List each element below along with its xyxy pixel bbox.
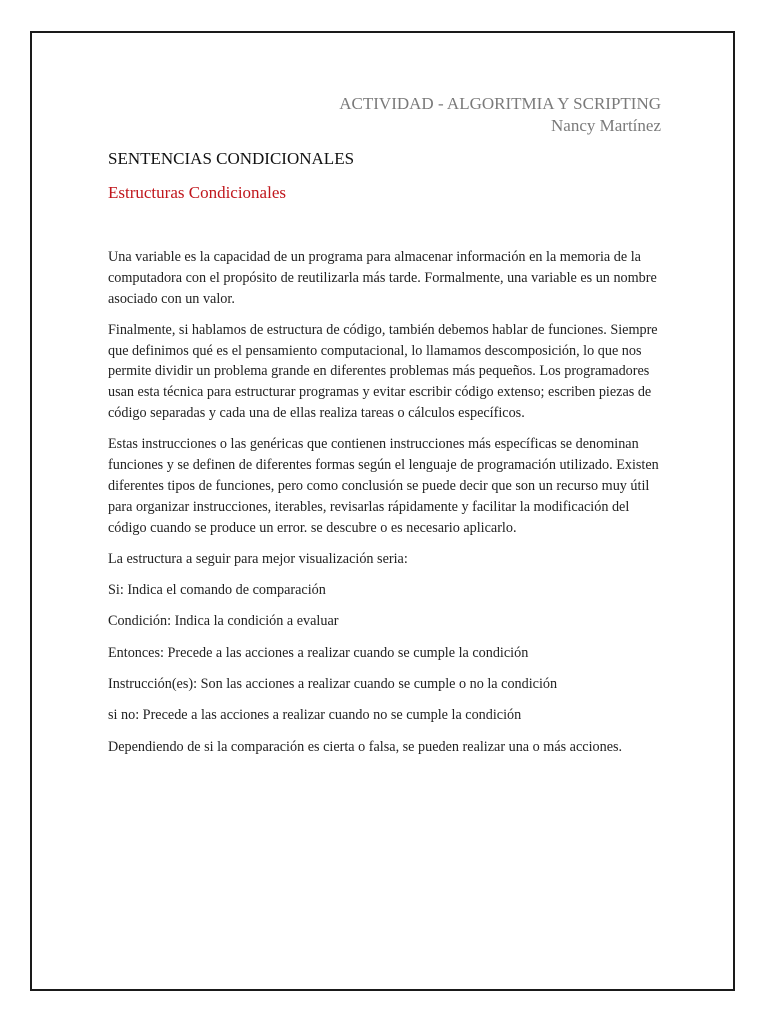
structure-item-instrucciones: Instrucción(es): Son las acciones a realizar cuando se cumple o no la condición: [108, 676, 558, 693]
structure-item-entonces: Entonces: Precede a las acciones a realizar cuando se cumple la condición: [108, 644, 529, 661]
subtitle: Estructuras Condicionales: [108, 183, 286, 202]
structure-item-si: Si: Indica el comando de comparación: [108, 582, 326, 599]
activity-title: ACTIVIDAD - ALGORITMIA Y SCRIPTING: [339, 94, 661, 113]
paragraph-instructions: Estas instrucciones o las genéricas que contienen instrucciones más específicas se denominan funciones y se definen de diferentes formas según el lenguaje de programación utilizado. Existen diferentes tipos de funciones, pero como conclusión se puede decir que son un recurso muy útil para organizar instrucciones, iterables, revisarlas rápidamente y facilitar la modificación del código cuando se produce un error. se descubre o es necesario aplicarlo.: [108, 436, 659, 536]
structure-item-si-no: si no: Precede a las acciones a realizar cuando no se cumple la condición: [108, 707, 522, 724]
author-name: Nancy Martínez: [551, 116, 661, 135]
structure-item-condicion: Condición: Indica la condición a evaluar: [108, 613, 339, 630]
paragraph-functions: Finalmente, si hablamos de estructura de código, también debemos hablar de funciones. Siempre que definimos qué es el pensamiento computacional, lo llamamos descomposición, lo que nos permite dividir un problema grande en diferentes problemas más pequeños. Los programadores usan esta técnica para estructurar programas y evitar escribir código extenso; escriben piezas de código separadas y cada una de ellas realiza tareas o cálculos específicos.: [108, 321, 658, 422]
paragraph-variables: Una variable es la capacidad de un programa para almacenar información en la memoria de la computadora con el propósito de reutilizarla más tarde. Formalmente, una variable es un nombre asociado con un valor.: [108, 249, 657, 307]
body-text: [108, 247, 668, 768]
paragraph-conclusion: Dependiendo de si la comparación es cierta o falsa, se pueden realizar una o más acciones.: [108, 738, 623, 755]
paragraph-structure-intro: La estructura a seguir para mejor visualización seria:: [108, 550, 408, 567]
document-header: [339, 93, 661, 137]
section-title: SENTENCIAS CONDICIONALES: [108, 149, 355, 168]
document-page: [30, 31, 735, 991]
